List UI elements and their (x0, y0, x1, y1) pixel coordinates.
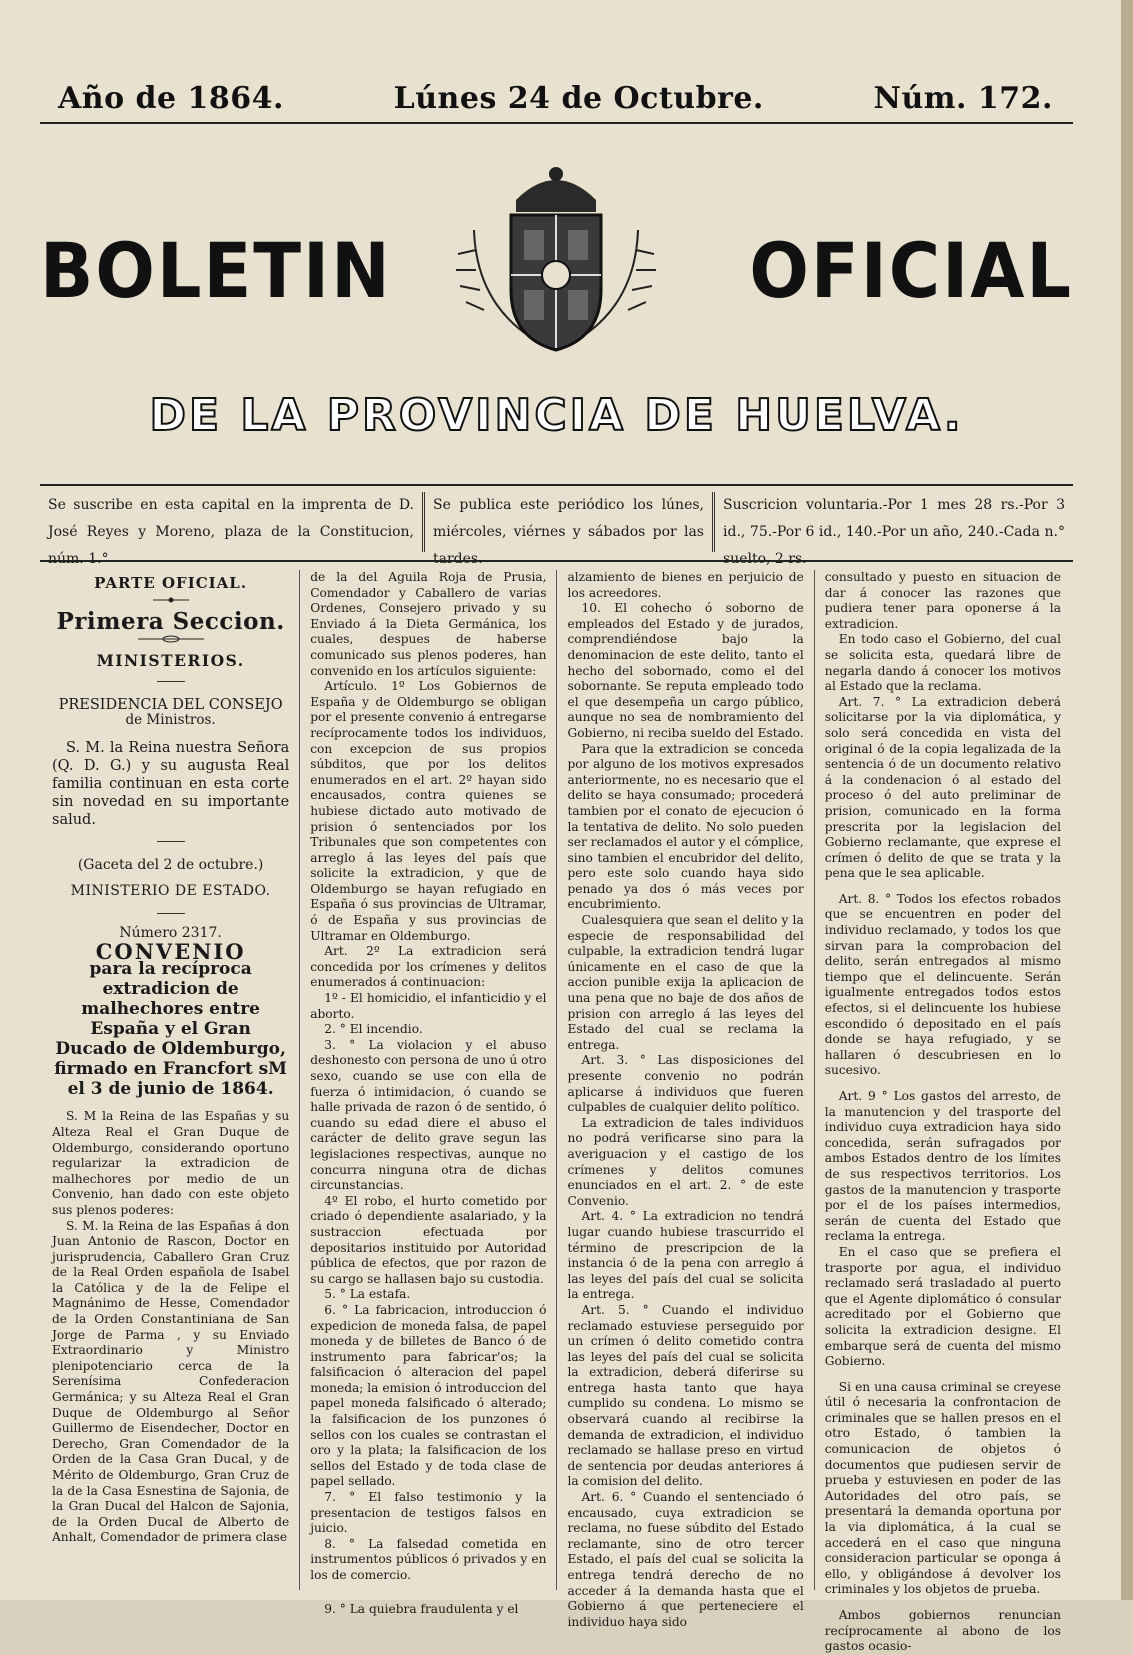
paragraph: 7. ° El falso testimonio y la presentacion de testigos falsos en juicio. (310, 1490, 547, 1536)
heading-presidencia: PRESIDENCIA DEL CONSEJO (58, 696, 283, 713)
ornament-icon (151, 596, 191, 604)
column-2 (299, 570, 556, 1616)
title-right: OFICIAL (749, 226, 1073, 316)
paragraph: Art. 3. ° Las disposiciones del presente convenio no podrán aplicarse á individuos que fueren culpables de cualquier delito político. (567, 1053, 804, 1115)
paragraph: 2. ° El incendio. (324, 1022, 423, 1037)
heading-ministerio-de-estado: MINISTERIO DE ESTADO. (70, 882, 271, 899)
paragraph: Si en una causa criminal se creyese útil ó necesaria la confrontacion de criminales que se hallen presos en el otro Estado, ó tambien la comunicacion de objetos ó documentos que pudiesen servir de prueba y estuviesen en poder de las Autoridades del otro país, se presentará la demanda oportuna por la via diplomática, á la cual se accederá en el caso que ninguna consideracion particular se oponga á ello, y obligándose á devolver los criminales y los objetos de prueba. (824, 1379, 1061, 1597)
issue-year: Año de 1864. (58, 80, 284, 116)
paragraph: En el caso que se prefiera el trasporte por agua, el individuo reclamado será trasladado al puerto que el Agente diplomático ó consular acreditado por el Gobierno que solicita la extradicion designe. El embarque será de cuenta del mismo Gobierno. (824, 1244, 1061, 1369)
heading-convenio-subtitle: para la recíproca extradicion de malhechores entre España y el Gran Ducado de Oldemburgo, firmado en Francfort sM el 3 de junio de 1864. (54, 959, 287, 1100)
coat-of-arms-emblem (436, 160, 676, 365)
top-rule (40, 122, 1073, 124)
subscription-bar (40, 492, 1073, 567)
paragraph: consultado y puesto en situacion de dar á conocer las razones que pudiera tener para oponerse á la extradicion. (824, 570, 1061, 631)
divider (157, 681, 185, 682)
paragraph: 5. ° La estafa. (324, 1287, 411, 1302)
paragraph: Art. 2º La extradicion será concedida por los crímenes y delitos enumerados á continuacion: (310, 944, 547, 990)
paragraph: Art. 5. ° Cuando el individuo reclamado estuviese perseguido por un crímen ó delito cometido contra las leyes del país del cual se solicita la extradicion, deberá diferirse su entrega hasta tanto que haya cumplido su condena. Lo mismo se observará cuando al recibirse la demanda de extradicion, el individuo reclamado se hallase preso en virtud de sentencia por deudas anteriores á la comision del delito. (567, 1302, 804, 1489)
paragraph: 8. ° La falsedad cometida en instrumentos públicos ó privados y en los de comercio. (310, 1536, 547, 1582)
title-left: BOLETIN (40, 226, 392, 316)
page-edge (1121, 0, 1133, 1600)
heading-convenio: CONVENIO (95, 938, 246, 964)
paragraph: Artículo. 1º Los Gobiernos de España y de Oldemburgo se obligan por el presente convenio á entregarse recíprocamente todos los individuos, con excepcion de sus propios súbditos, que por los delitos enumerados en el art. 2º hayan sido encausados, contra quienes se hubiese dictado auto motivado de prision ó sentenciados por los Tribunales que son competentes con arreglo á las leyes del país que solicite la extradicion, y que de Oldemburgo se hayan refugiado en España ó sus provincias de Ultramar, ó de España y sus provincias de Ultramar en Oldemburgo. (310, 679, 547, 943)
subscription-bottom-rule (40, 560, 1073, 562)
subscription-top-rule (40, 484, 1073, 486)
paragraph: Art. 8. ° Todos los efectos robados que se encuentren en poder del individuo reclamado, y todos los que sirvan para la comprobacion del delito, serán entregados al mismo tiempo que el delincuente. Serán igualmente entregados todos estos efectos, si el delincuente los hubiese escondido ó depositado en el país donde se haya refugiado, y se hallaren ó descubriesen en lo sucesivo. (824, 891, 1061, 1078)
section-heading-primera-seccion: Primera Seccion. (56, 607, 285, 635)
divider (157, 841, 185, 842)
paragraph: Cualesquiera que sean el delito y la especie de responsabilidad del culpable, la extradicion tendrá lugar únicamente en el caso de que la accion punible exija la aplicacion de una pena que no baje de dos años de prision con arreglo á las leyes del Estado del cual se reclama la entrega. (567, 913, 804, 1052)
column-1 (42, 570, 299, 1590)
paragraph: S. M. la Reina de las Españas á don Juan Antonio de Rascon, Doctor en jurisprudencia, Caballero Gran Cruz de la Real Orden española de Isabel la Católica y de la de Felipe el Magnánimo de Hesse, Comendador de la Orden Constantiniana de San Jorge de Parma , y su Enviado Extraordinario y Ministro plenipotenciario cerca de la Serenísima Confederacion Germánica; y su Alteza Real el Gran Duque de Oldemburgo al Señor Guillermo de Eisendecher, Doctor en Derecho, Gran Comendador de la Orden de la Casa Gran Ducal, y de Mérito de Oldemburgo, Gran Cruz de la de la Casa Esnestina de Sajonia, de la Gran Ducal del Halcon de Sajonia, de la Orden Ducal de Alberto de Anhalt, Comendador de primera clase (52, 1218, 290, 1545)
source-note: (Gaceta del 2 de octubre.) (77, 856, 264, 873)
column-4 (814, 570, 1071, 1654)
publication-schedule: Se publica este periódico los lúnes, miércoles, viérnes y sábados por las tardes. (425, 492, 715, 552)
paragraph: S. M la Reina de las Españas y su Alteza Real el Gran Duque de Oldemburgo, considerando oportuno regularizar la extradicion de malhechores por medio de un Convenio, han dado con este objeto sus plenos poderes: (52, 1109, 290, 1217)
subscription-info: Se suscribe en esta capital en la imprenta de D. José Reyes y Moreno, plaza de la Constitucion, núm. 1.° (40, 492, 425, 552)
section-heading-parte-oficial: PARTE OFICIAL. (94, 574, 248, 592)
subscription-prices: Suscricion voluntaria.-Por 1 mes 28 rs.-Por 3 id., 75.-Por 6 id., 140.-Por un año, 240.-Cada n.° suelto, 2 rs. (723, 497, 1065, 567)
paragraph: de la del Aguila Roja de Prusia, Comendador y Caballero de varias Ordenes, Consejero privado y su Enviado á la Dieta Germánica, los cuales, despues de haberse comunicado sus plenos poderes, han convenido en los artículos siguiente: (310, 570, 547, 678)
document-number: Número 2317. (119, 925, 222, 942)
paragraph: Art. 6. ° Cuando el sentenciado ó encausado, cuya extradicion se reclama, no fuese súbdito del Estado reclamante, sino de otro tercer Estado, el país del cual se solicita la entrega tendrá derecho de no acceder á la demanda hasta que el Gobierno á que perteneciere el individuo haya sido (567, 1490, 804, 1629)
column-3 (556, 570, 813, 1629)
paragraph: Para que la extradicion se conceda por alguno de los motivos expresados anteriormente, no es necesario que el delito se haya consumado; procederá tambien por el conato de ejecucion ó la tentativa de delito. No solo pueden ser reclamados el autor y el cómplice, sino tambien el encubridor del delito, pero este solo cuando haya sido penado ya dos ó más veces por encubrimiento. (567, 741, 804, 912)
paragraph: Art. 7. ° La extradicion deberá solicitarse por la via diplomática, y solo será concedida en vista del original ó de la copia legalizada de la sentencia ó de un documento relativo á la condenacion ó al estado del proceso ó del auto preliminar de prision, comunicado en la forma prescrita por la legislacion del Gobierno reclamante, que exprese el crímen ó delito de que se trata y la pena que le sea aplicable. (824, 694, 1061, 881)
paragraph: La extradicion de tales individuos no podrá verificarse sino para la averiguacion y el castigo de los crímenes y delitos comunes enunciados en el art. 2. ° de este Convenio. (567, 1115, 804, 1208)
paragraph: S. M. la Reina nuestra Señora (Q. D. G.) y su augusta Real familia continuan en esta corte sin novedad en su importante salud. (52, 739, 290, 828)
article-columns (42, 570, 1071, 1654)
ornament-icon (136, 635, 206, 643)
divider (157, 913, 185, 914)
masthead-top-line (58, 78, 1053, 118)
masthead-subtitle: DE LA PROVINCIA DE HUELVA. (149, 390, 964, 441)
paragraph: alzamiento de bienes en perjuicio de los acreedores. (567, 570, 804, 600)
issue-date: Lúnes 24 de Octubre. (393, 80, 764, 116)
section-heading-ministerios: MINISTERIOS. (96, 651, 245, 671)
issue-number: Núm. 172. (873, 80, 1053, 116)
paragraph: 10. El cohecho ó soborno de empleados del Estado y de jurados, comprendiéndose bajo la denominacion de este delito, tanto el hecho del sobornado, como el del sobornante. Se reputa empleado todo el que desempeña un cargo público, aunque no sea de nombramiento del Gobierno, ni reciba sueldo del Estado. (567, 601, 804, 740)
heading-de-ministros: de Ministros. (125, 712, 216, 729)
paragraph: 4º El robo, el hurto cometido por criado ó dependiente asalariado, y la sustraccion efectuada por depositarios instituido por Autoridad pública de efectos, que por razon de su cargo se hallasen bajo su custodia. (310, 1193, 547, 1286)
paragraph: 1º - El homicidio, el infanticidio y el aborto. (310, 991, 547, 1021)
paragraph: 6. ° La fabricacion, introduccion ó expedicion de moneda falsa, de papel moneda y de billetes de Banco ó de instrumento para fabricar'os; la falsificacion ó alteracion del papel moneda; la emision ó introduccion del papel moneda falsificado ó alterado; la falsificacion de los punzones ó sellos con los cuales se contrastan el oro y la plata; la falsificacion de los sellos del Estado y de toda clase de papel sellado. (310, 1302, 547, 1489)
paragraph: 3. ° La violacion y el abuso deshonesto con persona de uno ú otro sexo, cuando se use con ella de fuerza ó intimidacion, ó cuando se halle privada de razon ó de sentido, ó cuando su edad diere el abuso el carácter de delito grave segun las legislaciones respectivas, aunque no concurra ninguna otra de dichas circunstancias. (310, 1037, 547, 1193)
paragraph: En todo caso el Gobierno, del cual se solicita esta, quedará libre de negarla dando á conocer los motivos al Estado que la reclama. (824, 632, 1061, 694)
paragraph: Ambos gobiernos renuncian recíprocamente al abono de los gastos ocasio- (824, 1608, 1061, 1654)
paragraph: Art. 4. ° La extradicion no tendrá lugar cuando hubiese trascurrido el término de prescripcion de la instancia ó de la pena con arreglo á las leyes del país del cual se solicita la entrega. (567, 1209, 804, 1302)
masthead-title (40, 160, 1073, 370)
paragraph: 9. ° La quiebra fraudulenta y el (324, 1601, 519, 1616)
paragraph: Art. 9 ° Los gastos del arresto, de la manutencion y del trasporte del individuo cuya extradicion haya sido concedida, serán sufragados por ambos Estados dentro de los límites de sus respectivos territorios. Los gastos de la manutencion y trasporte por el de los países intermedios, serán de cuenta del Estado que reclama la entrega. (824, 1089, 1061, 1244)
